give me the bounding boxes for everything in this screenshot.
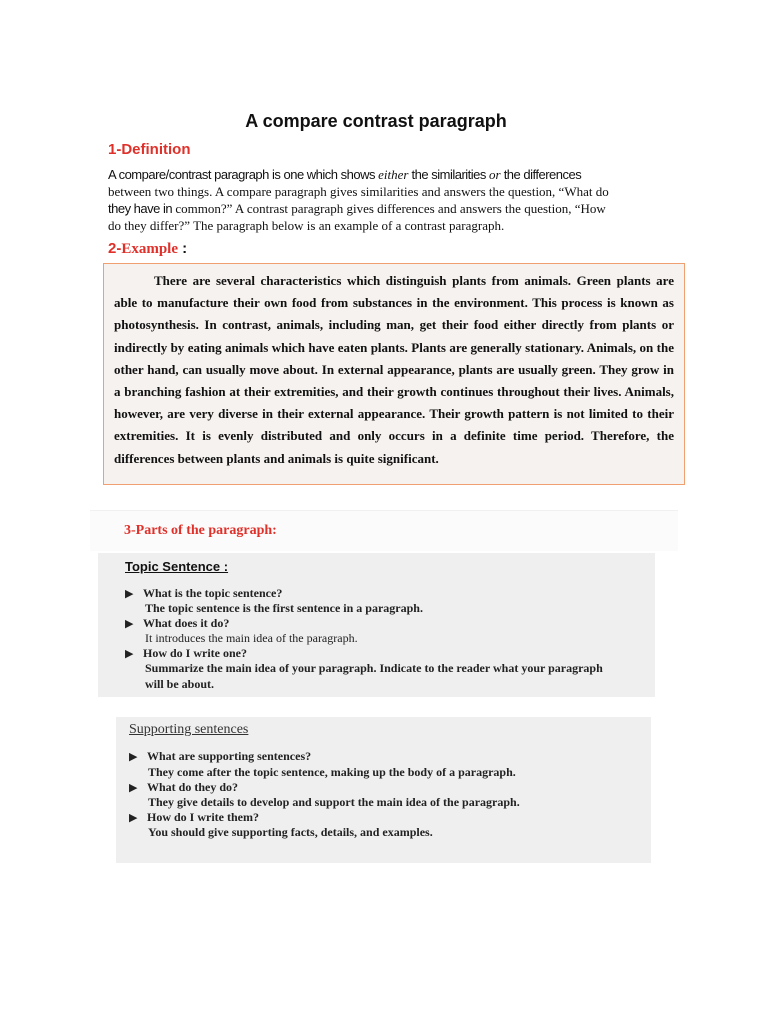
topic-sentence-heading: Topic Sentence : [125, 559, 229, 574]
example-heading-number: 2- [108, 240, 122, 257]
support-answer-2: They give details to develop and support the main idea of the paragraph. [148, 795, 520, 809]
black-right-triangle-icon: ▶ [125, 587, 134, 600]
parts-heading: 3-Parts of the paragraph: [124, 523, 277, 538]
definition-line-3a: they have in [108, 201, 173, 216]
black-right-triangle-icon: ▶ [129, 781, 138, 794]
definition-either: either [378, 167, 409, 182]
support-question-3: How do I write them? [147, 810, 259, 824]
definition-paragraph [108, 166, 668, 234]
example-heading-colon: : [178, 240, 188, 257]
topic-answer-1: The topic sentence is the first sentence in a paragraph. [145, 601, 423, 615]
list-item [129, 749, 311, 764]
list-item [125, 586, 282, 601]
topic-answer-2: It introduces the main idea of the paragraph. [145, 631, 358, 645]
example-box [103, 263, 685, 485]
definition-text-1: A compare/contrast paragraph is one which shows [108, 167, 379, 182]
definition-or: or [489, 167, 501, 182]
topic-question-2: What does it do? [143, 616, 230, 630]
example-heading-word: Example [121, 241, 179, 257]
black-right-triangle-icon: ▶ [125, 617, 134, 630]
definition-text-3: the differences [500, 167, 582, 182]
black-right-triangle-icon: ▶ [125, 647, 134, 660]
definition-text-2: the similarities [408, 167, 490, 182]
topic-answer-3-line-2: will be about. [145, 677, 215, 691]
list-item [125, 616, 229, 631]
support-answer-1: They come after the topic sentence, making up the body of a paragraph. [148, 765, 516, 779]
example-paragraph: There are several characteristics which distinguish plants from animals. Green plants are able to manufacture their own food from substances in the environment. This process is known as photosynthesis. In contrast, animals, including man, get their food either directly from plants or indirectly by eating animals which have eaten plants. Plants are generally stationary. Animals, on the other hand, can usually move about. In external appearance, plants are usually green. They grow in a branching fashion at their extremities, and their growth continues throughout their lives. Animals, however, are very diverse in their external appearance. Their growth pattern is not limited to their extremities. It is evenly distributed and only occurs in a definite time period. Therefore, the differences between plants and animals is quite significant. [114, 273, 674, 466]
list-item [125, 646, 247, 661]
topic-question-3: How do I write one? [143, 646, 247, 660]
list-item [129, 810, 259, 825]
example-heading [108, 240, 187, 258]
support-question-1: What are supporting sentences? [147, 749, 312, 763]
support-answer-3: You should give supporting facts, details, and examples. [148, 825, 433, 839]
definition-line-4: do they differ?” The paragraph below is an example of a contrast paragraph. [108, 218, 505, 233]
black-right-triangle-icon: ▶ [129, 811, 138, 824]
support-question-2: What do they do? [147, 780, 239, 794]
definition-line-3b: common?” A contrast paragraph gives differences and answers the question, “How [172, 201, 606, 216]
supporting-sentences-heading: Supporting sentences [129, 722, 249, 737]
page-title: A compare contrast paragraph [245, 111, 507, 131]
definition-line-2: between two things. A compare paragraph gives similarities and answers the question, “What do [108, 184, 609, 199]
black-right-triangle-icon: ▶ [129, 750, 138, 763]
definition-heading: 1-Definition [108, 141, 191, 158]
topic-answer-3-line-1: Summarize the main idea of your paragraph. Indicate to the reader what your paragraph [145, 661, 603, 675]
list-item [129, 780, 238, 795]
topic-question-1: What is the topic sentence? [143, 586, 283, 600]
